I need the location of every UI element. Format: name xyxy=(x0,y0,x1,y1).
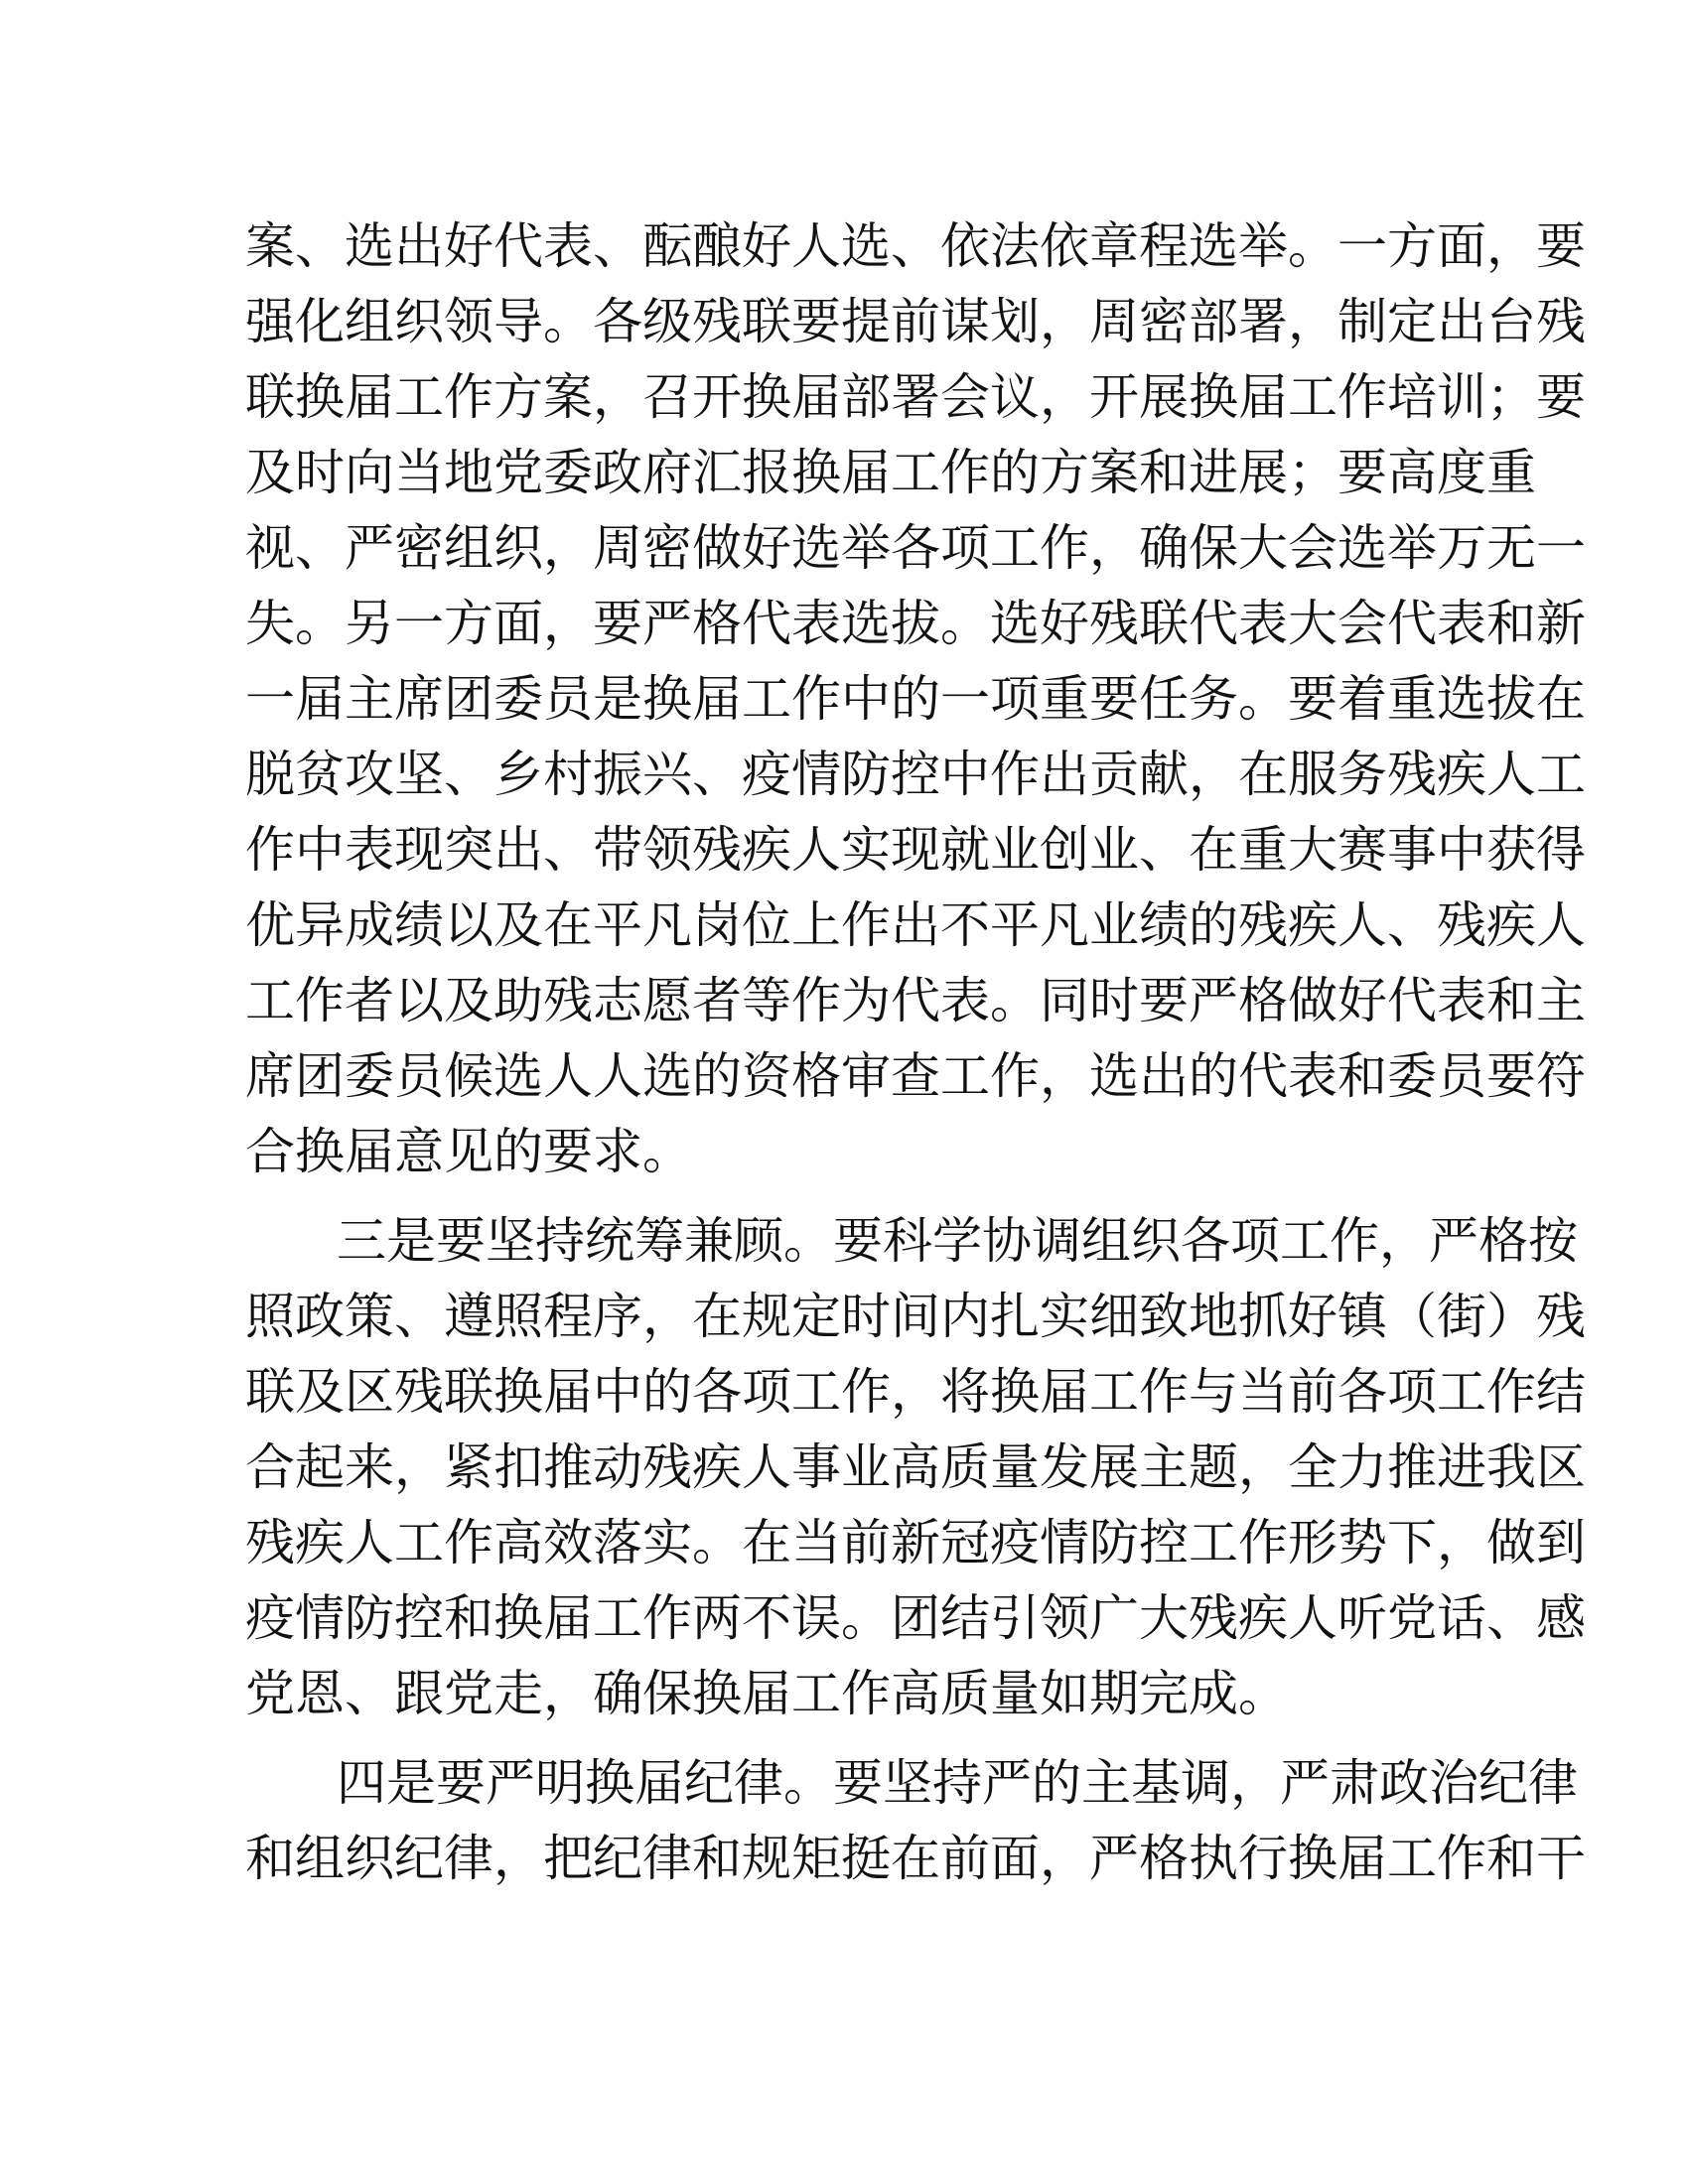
text-line: 席团委员候选人人选的资格审查工作，选出的代表和委员要符 xyxy=(245,1047,1586,1105)
text-line: 作中表现突出、带领残疾人实现就业创业、在重大赛事中获得 xyxy=(245,821,1586,879)
text-line: 脱贫攻坚、乡村振兴、疫情防控中作出贡献，在服务残疾人工 xyxy=(245,746,1586,803)
text-line: 联及区残联换届中的各项工作，将换届工作与当前各项工作结 xyxy=(245,1363,1586,1421)
text-line: 疫情防控和换届工作两不误。团结引领广大残疾人听党话、感 xyxy=(245,1589,1586,1647)
text-line: 联换届工作方案，召开换届部署会议，开展换届工作培训；要 xyxy=(245,368,1586,426)
paragraph-1 xyxy=(245,208,1586,1189)
text-line: 四是要严明换届纪律。要坚持严的主基调，严肃政治纪律 xyxy=(337,1754,1578,1812)
text-line: 案、选出好代表、酝酿好人选、依法依章程选举。一方面，要 xyxy=(245,217,1586,275)
text-line: 合起来，紧扣推动残疾人事业高质量发展主题，全力推进我区 xyxy=(245,1438,1586,1496)
text-line: 工作者以及助残志愿者等作为代表。同时要严格做好代表和主 xyxy=(245,972,1586,1029)
text-line: 失。另一方面，要严格代表选拔。选好残联代表大会代表和新 xyxy=(245,595,1586,652)
paragraph-spacer xyxy=(245,1731,1447,1745)
text-line: 优异成绩以及在平凡岗位上作出不平凡业绩的残疾人、残疾人 xyxy=(245,896,1586,954)
paragraph-2 xyxy=(245,1203,1586,1731)
text-line: 视、严密组织，周密做好选举各项工作，确保大会选举万无一 xyxy=(245,519,1586,577)
paragraph-3 xyxy=(245,1745,1586,1896)
document-body xyxy=(245,208,1586,1896)
text-line: 和组织纪律，把纪律和规矩挺在前面，严格执行换届工作和干 xyxy=(245,1830,1586,1887)
text-line: 及时向当地党委政府汇报换届工作的方案和进展；要高度重 xyxy=(245,444,1536,501)
text-line: 党恩、跟党走，确保换届工作高质量如期完成。 xyxy=(245,1665,1288,1722)
text-line: 照政策、遵照程序，在规定时间内扎实细致地抓好镇（街）残 xyxy=(245,1288,1586,1345)
paragraph-spacer xyxy=(245,1189,1447,1203)
text-line: 合换届意见的要求。 xyxy=(245,1123,692,1180)
text-line: 强化组织领导。各级残联要提前谋划，周密部署，制定出台残 xyxy=(245,293,1586,350)
text-line: 一届主席团委员是换届工作中的一项重要任务。要着重选拔在 xyxy=(245,670,1586,728)
text-line: 三是要坚持统筹兼顾。要科学协调组织各项工作，严格按 xyxy=(337,1212,1578,1270)
text-line: 残疾人工作高效落实。在当前新冠疫情防控工作形势下，做到 xyxy=(245,1514,1586,1571)
